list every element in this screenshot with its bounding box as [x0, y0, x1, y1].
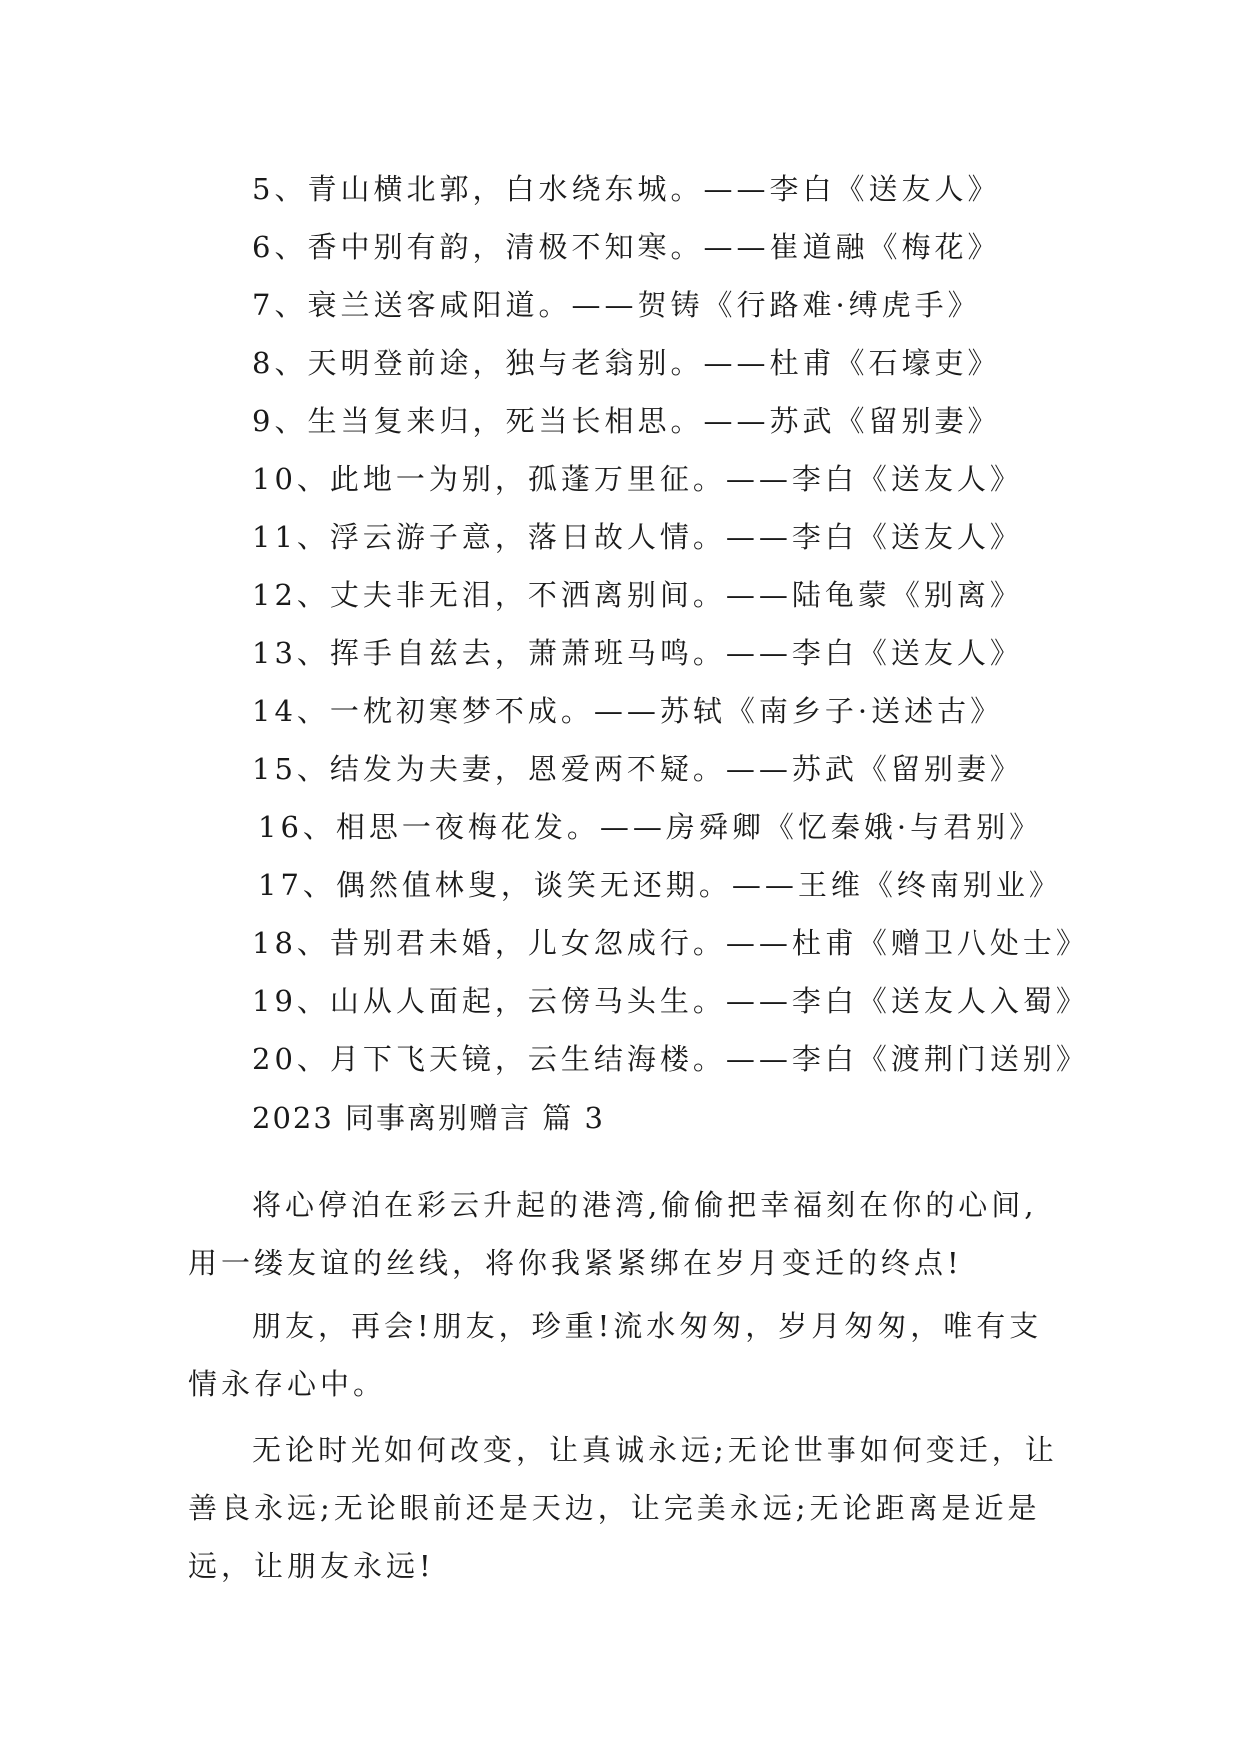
quote-item: 9、生当复来归，死当长相思。——苏武《留别妻》: [252, 404, 1001, 438]
quote-item: 13、挥手自兹去，萧萧班马鸣。——李白《送友人》: [252, 636, 1023, 670]
quote-item: 17、偶然值林叟，谈笑无还期。——王维《终南别业》: [258, 868, 1062, 902]
quote-item: 15、结发为夫妻，恩爱两不疑。——苏武《留别妻》: [252, 752, 1023, 786]
quote-item: 11、浮云游子意，落日故人情。——李白《送友人》: [252, 520, 1023, 554]
quote-item: 20、月下飞天镜，云生结海楼。——李白《渡荆门送别》: [252, 1042, 1089, 1076]
paragraph: 将心停泊在彩云升起的港湾,偷偷把幸福刻在你的心间,用一缕友谊的丝线，将你我紧紧绑在岁月变迁的终点!: [188, 1188, 1038, 1280]
quote-list: [252, 160, 1089, 1088]
quote-item: 6、香中别有韵，清极不知寒。——崔道融《梅花》: [252, 230, 1001, 264]
quote-item: 10、此地一为别，孤蓬万里征。——李白《送友人》: [252, 462, 1023, 496]
paragraph: 无论时光如何改变，让真诚永远;无论世事如何变迁，让善良永远;无论眼前还是天边，让完美永远;无论距离是近是远，让朋友永远!: [188, 1433, 1058, 1583]
quote-item: 7、衰兰送客咸阳道。——贺铸《行路难·缚虎手》: [252, 288, 981, 322]
section-heading: 2023 同事离别赠言 篇 3: [252, 1101, 605, 1135]
quote-item: 14、一枕初寒梦不成。——苏轼《南乡子·送述古》: [252, 694, 1004, 728]
quote-item: 19、山从人面起，云傍马头生。——李白《送友人入蜀》: [252, 984, 1089, 1018]
quote-item: 16、相思一夜梅花发。——房舜卿《忆秦娥·与君别》: [258, 810, 1043, 844]
paragraph: 朋友，再会!朋友，珍重!流水匆匆，岁月匆匆，唯有支情永存心中。: [188, 1309, 1043, 1401]
quote-item: 12、丈夫非无泪，不洒离别间。——陆龟蒙《别离》: [252, 578, 1023, 612]
quote-item: 8、天明登前途，独与老翁别。——杜甫《石壕吏》: [252, 346, 1001, 380]
quote-item: 5、青山横北郭，白水绕东城。——李白《送友人》: [252, 172, 1001, 206]
quote-item: 18、昔别君未婚，儿女忽成行。——杜甫《赠卫八处士》: [252, 926, 1089, 960]
